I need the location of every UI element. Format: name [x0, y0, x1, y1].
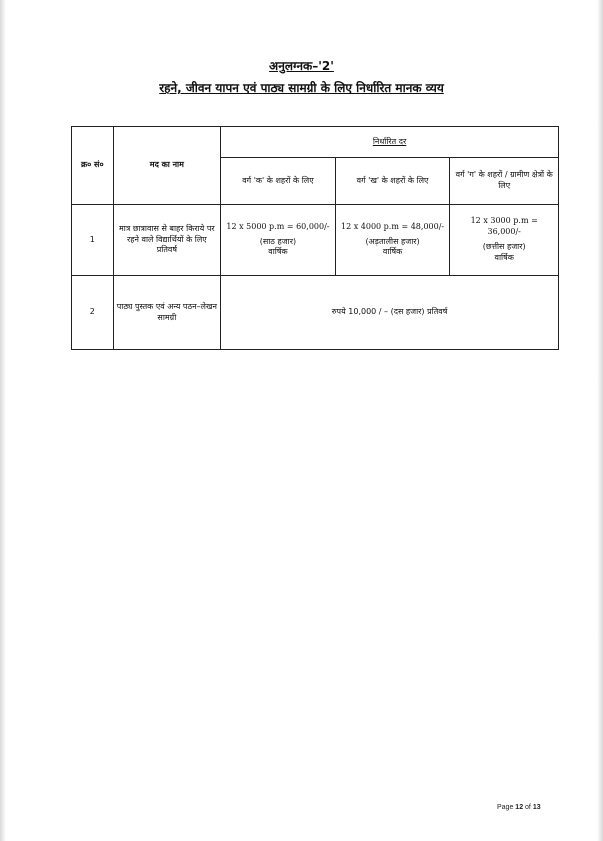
header-item-name: मद का नाम	[113, 127, 221, 205]
table-row	[72, 205, 559, 276]
rate-cell-ka	[221, 205, 336, 276]
row-item: पाठ्य पुस्तक एवं अन्य पठन–लेखन सामग्री	[113, 276, 221, 350]
header-category-ka: वर्ग 'क' के शहरों के लिए	[221, 158, 336, 205]
rate-words: (अड़तालीस हजार)	[365, 236, 420, 246]
header-fixed-rate: निर्धारित दर	[221, 127, 559, 158]
header-serial-no: क्र० सं०	[72, 127, 114, 205]
document-subtitle: रहने, जीवन यापन एवं पाठ्य सामग्री के लिए निर्धारित मानक व्यय	[159, 81, 444, 95]
rate-words: (साठ हजार)	[259, 236, 297, 246]
page-current: 12	[515, 804, 524, 811]
page-edge-right	[597, 0, 603, 841]
annexure-title: अनुलग्नक–'2'	[269, 59, 334, 73]
rate-cell-ga	[450, 205, 559, 276]
rate-words: (छत्तीस हजार)	[482, 242, 526, 251]
row-serial: 1	[72, 205, 114, 276]
page-of: of	[523, 804, 533, 811]
page-edge-left	[0, 0, 6, 841]
combined-rate-cell: रुपये 10,000 / – (दस हजार) प्रतिवर्ष	[221, 276, 559, 350]
rate-formula: 12 x 3000 p.m = 36,000/-	[470, 216, 538, 237]
page-prefix: Page	[497, 804, 516, 811]
header-category-kha: वर्ग 'ख' के शहरों के लिए	[335, 158, 450, 205]
rate-period: वार्षिक	[382, 247, 403, 257]
rate-period: वार्षिक	[268, 247, 288, 257]
rate-formula: 12 x 4000 p.m = 48,000/-	[341, 221, 445, 231]
rate-cell-kha	[335, 205, 450, 276]
rate-formula: 12 x 5000 p.m = 60,000/-	[226, 221, 330, 231]
row-serial: 2	[72, 276, 114, 350]
row-item: मात्र छात्रावास से बाहर किराये पर रहने वाले विद्यार्थियों के लिए प्रतिवर्ष	[113, 205, 221, 276]
page-total: 13	[532, 804, 541, 811]
expense-table	[71, 126, 559, 350]
table-row	[72, 276, 559, 350]
header-category-ga: वर्ग 'ग' के शहरों / ग्रामीण क्षेत्रों के लिए	[450, 158, 559, 205]
rate-period: वार्षिक	[494, 252, 514, 262]
page-number	[497, 804, 541, 811]
